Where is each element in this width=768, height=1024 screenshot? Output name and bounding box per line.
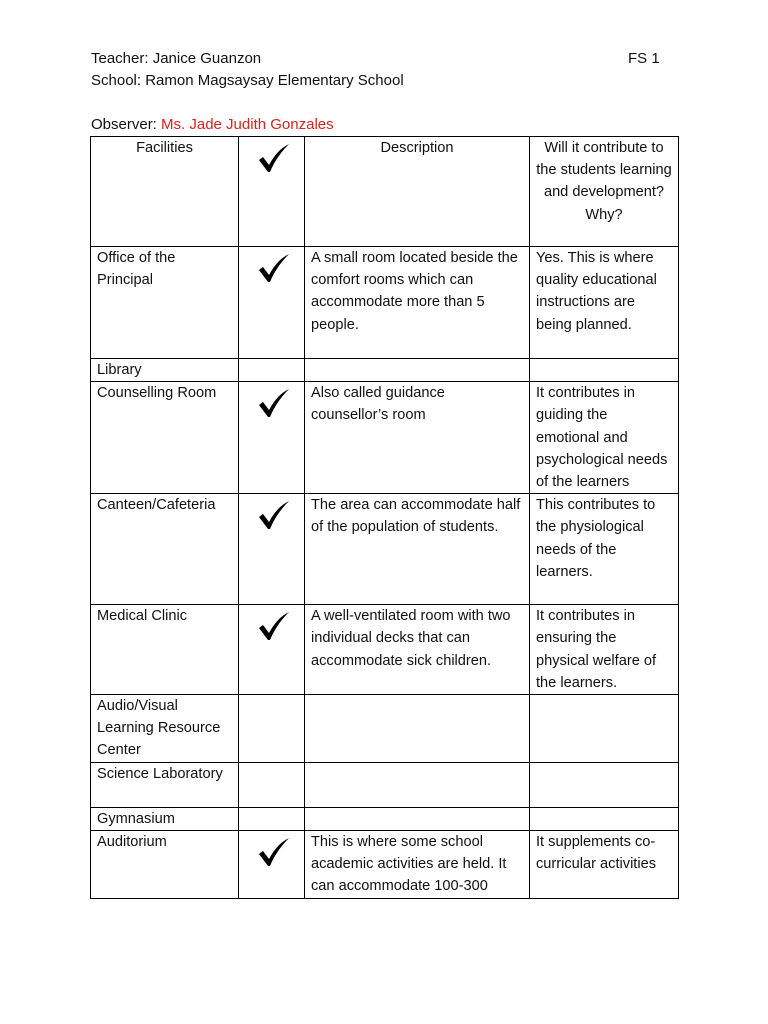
teacher-label: Teacher: — [91, 50, 149, 67]
description-cell: A small room located beside the comfort rooms which can accommodate more than 5 people. — [305, 247, 530, 359]
col-header-facilities: Facilities — [91, 137, 239, 247]
description-cell — [305, 695, 530, 763]
facilities-table — [90, 136, 679, 899]
observer-label: Observer: — [91, 116, 157, 133]
description-cell: A well-ventilated room with two individual decks that can accommodate sick children. — [305, 605, 530, 695]
checkmark-icon — [257, 837, 291, 867]
table-row — [91, 247, 679, 359]
facility-cell: Audio/Visual Learning Resource Center — [91, 695, 239, 763]
checkmark-icon — [257, 611, 291, 641]
contribution-cell: It contributes in ensuring the physical welfare of the learners. — [530, 605, 679, 695]
checkmark-icon — [257, 388, 291, 418]
teacher-name: Janice Guanzon — [152, 50, 262, 67]
contribution-cell — [530, 807, 679, 830]
table-header-row — [91, 137, 679, 247]
check-cell — [239, 494, 305, 605]
facility-cell: Canteen/Cafeteria — [91, 494, 239, 605]
observer-line — [91, 115, 334, 135]
teacher-line — [91, 49, 261, 69]
facility-cell: Office of the Principal — [91, 247, 239, 359]
facility-cell: Auditorium — [91, 830, 239, 898]
contribution-cell: Yes. This is where quality educational instructions are being planned. — [530, 247, 679, 359]
fs-label: FS 1 — [628, 50, 660, 67]
table-row — [91, 830, 679, 898]
checkmark-icon — [257, 500, 291, 530]
facility-cell: Science Laboratory — [91, 762, 239, 807]
check-cell — [239, 807, 305, 830]
check-cell — [239, 695, 305, 763]
col-header-description: Description — [305, 137, 530, 247]
description-cell: The area can accommodate half of the population of students. — [305, 494, 530, 605]
facility-cell: Counselling Room — [91, 382, 239, 494]
facility-cell: Library — [91, 359, 239, 382]
description-cell: This is where some school academic activities are held. It can accommodate 100-300 — [305, 830, 530, 898]
table-row — [91, 359, 679, 382]
check-cell — [239, 605, 305, 695]
contribution-cell — [530, 359, 679, 382]
contribution-cell: This contributes to the physiological needs of the learners. — [530, 494, 679, 605]
checkmark-icon — [257, 143, 291, 173]
description-cell — [305, 762, 530, 807]
facility-cell: Gymnasium — [91, 807, 239, 830]
contribution-cell: It supplements co-curricular activities — [530, 830, 679, 898]
table-row — [91, 807, 679, 830]
table-body — [91, 247, 679, 899]
table-row — [91, 762, 679, 807]
contribution-cell: It contributes in guiding the emotional and psychological needs of the learners — [530, 382, 679, 494]
description-cell — [305, 807, 530, 830]
contribution-cell — [530, 762, 679, 807]
check-cell — [239, 762, 305, 807]
contribution-cell — [530, 695, 679, 763]
col-header-check — [239, 137, 305, 247]
check-cell — [239, 359, 305, 382]
table-row — [91, 382, 679, 494]
table-row — [91, 605, 679, 695]
facility-cell: Medical Clinic — [91, 605, 239, 695]
description-cell — [305, 359, 530, 382]
check-cell — [239, 830, 305, 898]
check-cell — [239, 247, 305, 359]
description-cell: Also called guidance counsellor’s room — [305, 382, 530, 494]
school-name: Ramon Magsaysay Elementary School — [145, 72, 404, 89]
col-header-contribution: Will it contribute to the students learning and development? Why? — [530, 137, 679, 247]
table-row — [91, 494, 679, 605]
school-label: School: — [91, 72, 142, 89]
school-line — [91, 71, 404, 91]
observer-name: Ms. Jade Judith Gonzales — [161, 116, 334, 133]
checkmark-icon — [257, 253, 291, 283]
check-cell — [239, 382, 305, 494]
table-row — [91, 695, 679, 763]
